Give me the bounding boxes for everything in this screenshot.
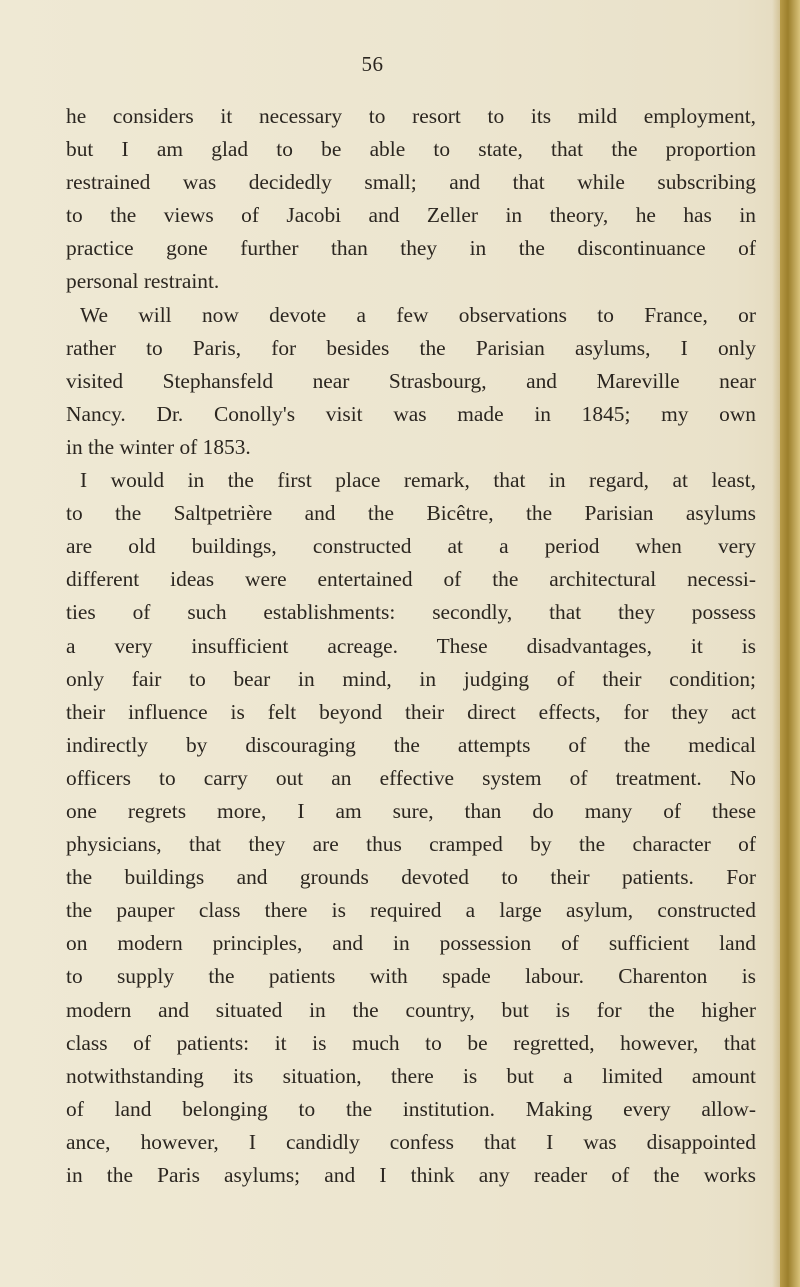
paragraph-3 bbox=[66, 464, 756, 1192]
text-line: I would in the first place remark, that in regard, at least, bbox=[80, 468, 756, 493]
text-line: only fair to bear in mind, in judging of their condition; bbox=[66, 666, 756, 691]
text-line: but I am glad to be able to state, that the proportion bbox=[66, 137, 756, 162]
text-line: the buildings and grounds devoted to their patients. For bbox=[66, 865, 756, 890]
body-text bbox=[66, 100, 756, 1192]
text-line: different ideas were entertained of the architectural necessi- bbox=[66, 567, 756, 592]
text-line: rather to Paris, for besides the Parisian asylums, I only bbox=[66, 335, 756, 360]
text-line: to the Saltpetrière and the Bicêtre, the Parisian asylums bbox=[66, 501, 756, 526]
book-spine-edge bbox=[780, 0, 800, 1287]
text-line: to supply the patients with spade labour. Charenton is bbox=[66, 964, 756, 989]
text-line: ties of such establishments: secondly, that they possess bbox=[66, 600, 756, 625]
text-line: modern and situated in the country, but is for the higher bbox=[66, 997, 756, 1022]
text-line: a very insufficient acreage. These disadvantages, it is bbox=[66, 633, 756, 658]
text-line: the pauper class there is required a large asylum, constructed bbox=[66, 898, 756, 923]
text-line: their influence is felt beyond their direct effects, for they act bbox=[66, 699, 756, 724]
text-line: ance, however, I candidly confess that I was disappointed bbox=[66, 1129, 756, 1154]
paragraph-2 bbox=[66, 299, 756, 464]
text-line: visited Stephansfeld near Strasbourg, and Mareville near bbox=[66, 368, 756, 393]
text-line: one regrets more, I am sure, than do many of these bbox=[66, 798, 756, 823]
text-line: physicians, that they are thus cramped by the character of bbox=[66, 832, 756, 857]
text-line: personal restraint. bbox=[66, 269, 220, 294]
paragraph-1 bbox=[66, 100, 756, 299]
page-number: 56 bbox=[361, 52, 384, 76]
text-line: he considers it necessary to resort to its mild employment, bbox=[66, 104, 756, 128]
text-line: on modern principles, and in possession of sufficient land bbox=[66, 931, 756, 956]
text-line: in the winter of 1853. bbox=[66, 434, 251, 459]
text-line: to the views of Jacobi and Zeller in theory, he has in bbox=[66, 203, 756, 228]
text-line: indirectly by discouraging the attempts of the medical bbox=[66, 732, 756, 757]
text-line: notwithstanding its situation, there is but a limited amount bbox=[66, 1063, 756, 1088]
text-line: restrained was decidedly small; and that while subscribing bbox=[66, 170, 756, 195]
text-line: are old buildings, constructed at a period when very bbox=[66, 534, 756, 559]
text-line: We will now devote a few observations to France, or bbox=[80, 302, 756, 327]
text-line: practice gone further than they in the discontinuance of bbox=[66, 236, 756, 261]
text-line: in the Paris asylums; and I think any reader of the works bbox=[66, 1163, 756, 1187]
text-line: class of patients: it is much to be regretted, however, that bbox=[66, 1030, 756, 1055]
text-line: officers to carry out an effective system of treatment. No bbox=[66, 765, 756, 790]
text-line: of land belonging to the institution. Making every allow- bbox=[66, 1096, 756, 1121]
text-line: Nancy. Dr. Conolly's visit was made in 1845; my own bbox=[66, 401, 756, 426]
